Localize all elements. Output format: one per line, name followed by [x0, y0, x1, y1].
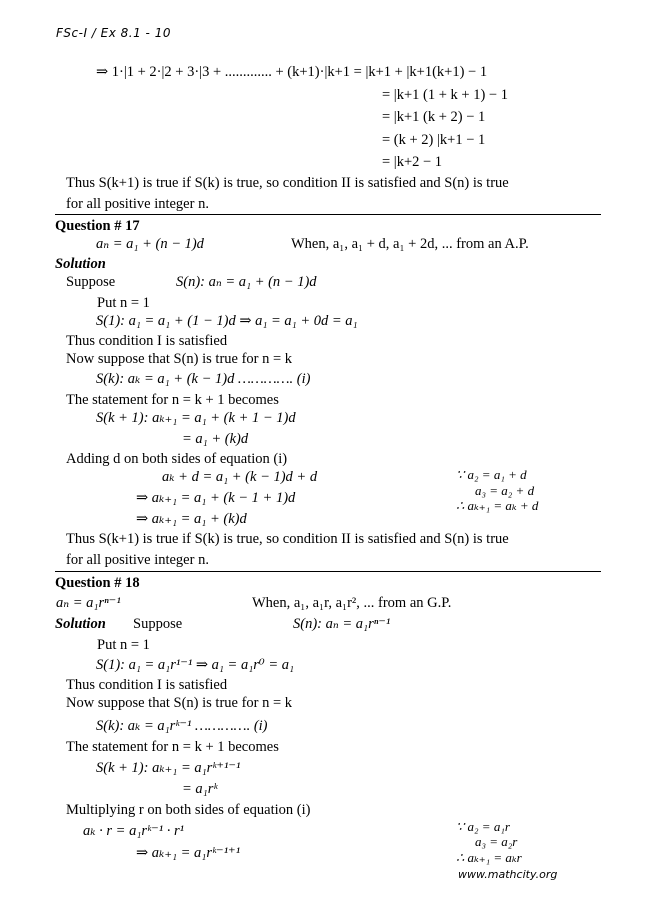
q18-suppose: Suppose — [133, 616, 183, 632]
q17-conclusion-2: for all positive integer n. — [66, 552, 209, 568]
q18-side-3: ∴ aₖ₊₁ = aₖr — [456, 850, 522, 865]
q17-statement: aₙ = a₁ + (n − 1)d — [96, 236, 204, 252]
q18-side-1: ∵ a₂ = a₁r — [456, 819, 510, 834]
derivation-line-5: = |k+2 − 1 — [382, 154, 443, 170]
q17-side-3: ∴ aₖ₊₁ = aₖ + d — [456, 498, 539, 513]
derivation-line-2: = |k+1 (1 + k + 1) − 1 — [382, 87, 508, 103]
q18-eq-1: aₖ · r = a₁rᵏ⁻¹ · r¹ — [83, 823, 184, 839]
section-divider — [55, 214, 601, 215]
q17-solution-heading: Solution — [55, 256, 106, 272]
q17-sk: S(k): aₖ = a₁ + (k − 1)d …………. (i) — [96, 371, 311, 387]
q18-sk1: S(k + 1): aₖ₊₁ = a₁rᵏ⁺¹⁻¹ — [96, 760, 241, 776]
q17-eq-2: ⇒ aₖ₊₁ = a₁ + (k − 1 + 1)d — [136, 490, 296, 506]
q17-put: Put n = 1 — [97, 295, 150, 311]
q18-condition-1: Thus condition I is satisfied — [66, 677, 228, 693]
q18-eq-2: ⇒ aₖ₊₁ = a₁rᵏ⁻¹⁺¹ — [136, 845, 241, 861]
q17-eq-1: aₖ + d = a₁ + (k − 1)d + d — [162, 469, 318, 485]
question-17-title: Question # 17 — [55, 218, 140, 234]
q17-conclusion-1: Thus S(k+1) is true if S(k) is true, so condition II is satisfied and S(n) is true — [66, 531, 509, 547]
q17-condition-1: Thus condition I is satisfied — [66, 333, 228, 349]
q17-sk1-b: = a₁ + (k)d — [182, 431, 249, 447]
q17-side-2: a₃ = a₂ + d — [475, 483, 535, 498]
section-divider — [55, 571, 601, 572]
q17-suppose: Suppose — [66, 274, 116, 290]
q18-sk: S(k): aₖ = a₁rᵏ⁻¹ …………. (i) — [96, 718, 268, 734]
derivation-line-1: ⇒ 1·|1 + 2·|2 + 3·|3 + ............. + (k+1)·|k+1 = |k+1 + |k+1(k+1) − 1 — [96, 64, 488, 80]
q18-multiplying: Multiplying r on both sides of equation (i) — [66, 802, 311, 818]
q17-sk1: S(k + 1): aₖ₊₁ = a₁ + (k + 1 − 1)d — [96, 410, 296, 426]
q18-condition: When, a₁, a₁r, a₁r², ... from an G.P. — [252, 595, 452, 611]
q18-put: Put n = 1 — [97, 637, 150, 653]
q18-s1: S(1): a₁ = a₁r¹⁻¹ ⇒ a₁ = a₁r⁰ = a₁ — [96, 657, 295, 673]
q18-sn: S(n): aₙ = a₁rⁿ⁻¹ — [293, 616, 391, 632]
q18-now-suppose: Now suppose that S(n) is true for n = k — [66, 695, 293, 711]
question-18-title: Question # 18 — [55, 575, 140, 591]
q17-eq-3: ⇒ aₖ₊₁ = a₁ + (k)d — [136, 511, 247, 527]
q17-s1: S(1): a₁ = a₁ + (1 − 1)d ⇒ a₁ = a₁ + 0d = a₁ — [96, 313, 358, 329]
q17-condition: When, a₁, a₁ + d, a₁ + 2d, ... from an A.P. — [291, 236, 529, 252]
page-header: FSc-I / Ex 8.1 - 10 — [56, 26, 171, 40]
q18-statement: aₙ = a₁rⁿ⁻¹ — [56, 595, 121, 611]
q17-statement-k1: The statement for n = k + 1 becomes — [66, 392, 279, 408]
q18-solution-heading: Solution — [55, 616, 106, 632]
conclusion-line-1: Thus S(k+1) is true if S(k) is true, so condition II is satisfied and S(n) is true — [66, 175, 509, 191]
conclusion-line-2: for all positive integer n. — [66, 196, 209, 212]
q18-side-2: a₃ = a₂r — [475, 834, 518, 849]
derivation-line-3: = |k+1 (k + 2) − 1 — [382, 109, 486, 125]
q18-sk1-b: = a₁rᵏ — [182, 781, 218, 797]
q17-adding: Adding d on both sides of equation (i) — [66, 451, 288, 467]
footer-site: www.mathcity.org — [458, 868, 558, 881]
q17-side-1: ∵ a₂ = a₁ + d — [456, 467, 527, 482]
q17-now-suppose: Now suppose that S(n) is true for n = k — [66, 351, 293, 367]
q17-sn: S(n): aₙ = a₁ + (n − 1)d — [176, 274, 317, 290]
q18-statement-k1: The statement for n = k + 1 becomes — [66, 739, 279, 755]
derivation-line-4: = (k + 2) |k+1 − 1 — [382, 132, 486, 148]
